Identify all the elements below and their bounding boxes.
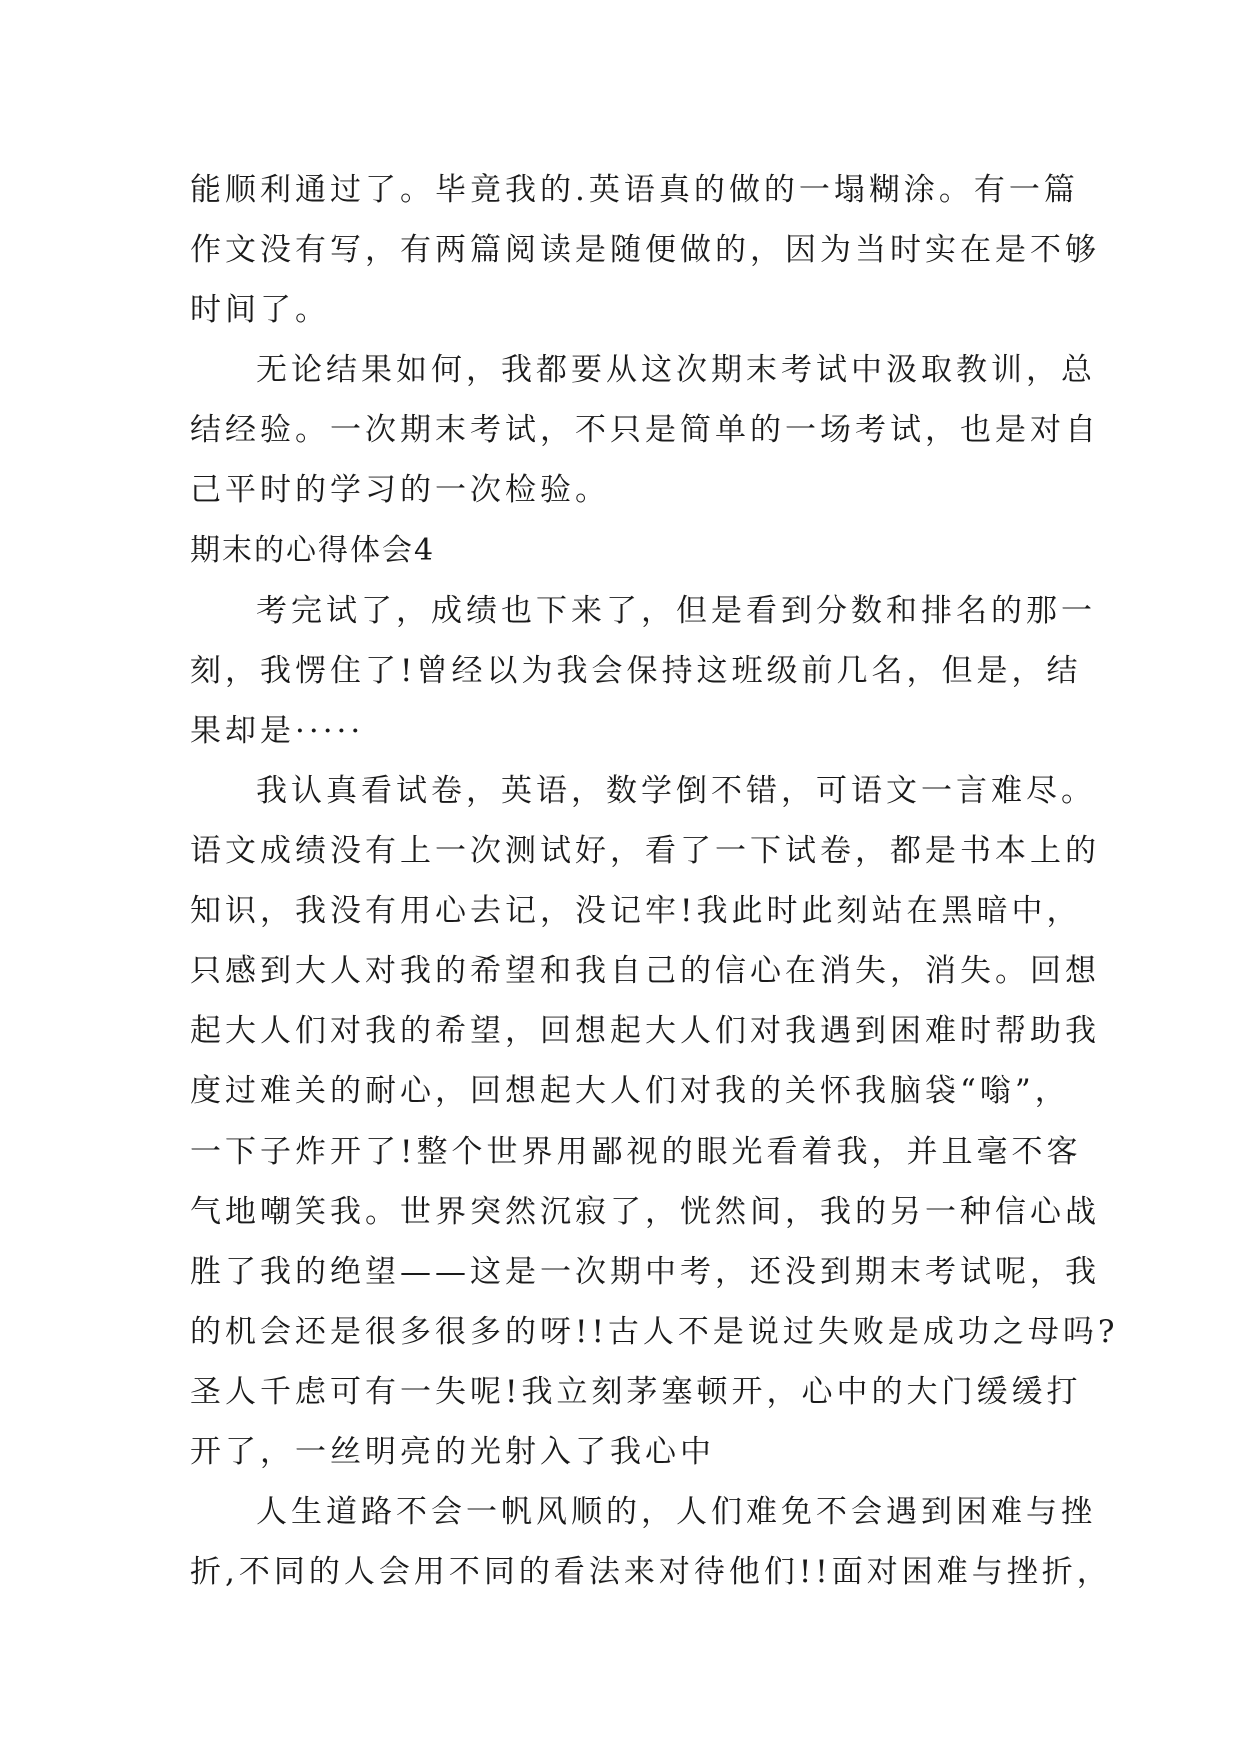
text-line: 知识，我没有用心去记，没记牢!我此时此刻站在黑暗中， — [190, 893, 1082, 930]
text-line: 胜了我的绝望——这是一次期中考，还没到期末考试呢，我 — [190, 1253, 1100, 1290]
text-line: 的机会还是很多很多的呀!!古人不是说过失败是成功之母吗? — [190, 1313, 1119, 1350]
text-line: 圣人千虑可有一失呢!我立刻茅塞顿开，心中的大门缓缓打 — [190, 1373, 1082, 1410]
text-line: 折,不同的人会用不同的看法来对待他们!!面对困难与挫折， — [190, 1554, 1112, 1591]
text-line: 我认真看试卷，英语，数学倒不错，可语文一言难尽。 — [256, 772, 1096, 809]
paragraph — [190, 581, 1096, 761]
paragraph — [190, 160, 1100, 340]
document-body — [190, 160, 1119, 1602]
text-line: 刻，我愣住了!曾经以为我会保持这班级前几名，但是，结 — [190, 652, 1082, 689]
text-line: 无论结果如何，我都要从这次期末考试中汲取教训，总 — [256, 352, 1096, 389]
text-line: 起大人们对我的希望，回想起大人们对我遇到困难时帮助我 — [190, 1013, 1100, 1050]
text-line: 作文没有写，有两篇阅读是随便做的，因为当时实在是不够 — [190, 232, 1100, 269]
text-line: 语文成绩没有上一次测试好，看了一下试卷，都是书本上的 — [190, 833, 1100, 870]
text-line: 度过难关的耐心，回想起大人们对我的关怀我脑袋“嗡”， — [190, 1073, 1070, 1110]
text-line: 结经验。一次期末考试，不只是简单的一场考试，也是对自 — [190, 412, 1100, 449]
text-line: 开了，一丝明亮的光射入了我心中 — [190, 1433, 715, 1470]
paragraph — [190, 1482, 1112, 1602]
text-line: 人生道路不会一帆风顺的，人们难免不会遇到困难与挫 — [256, 1494, 1096, 1531]
section-heading: 期末的心得体会4 — [190, 532, 436, 568]
text-line: 一下子炸开了!整个世界用鄙视的眼光看着我，并且毫不客 — [190, 1133, 1082, 1170]
text-line: 时间了。 — [190, 292, 330, 329]
text-line: 考完试了，成绩也下来了，但是看到分数和排名的那一 — [256, 592, 1096, 629]
paragraph — [190, 340, 1100, 520]
text-line: 能顺利通过了。毕竟我的.英语真的做的一塌糊涂。有一篇 — [190, 172, 1079, 208]
text-line: 只感到大人对我的希望和我自己的信心在消失，消失。回想 — [190, 953, 1100, 990]
text-line: 己平时的学习的一次检验。 — [190, 472, 610, 509]
text-line: 果却是····· — [190, 712, 365, 749]
text-line: 气地嘲笑我。世界突然沉寂了，恍然间，我的另一种信心战 — [190, 1193, 1100, 1230]
paragraph — [190, 761, 1119, 1482]
